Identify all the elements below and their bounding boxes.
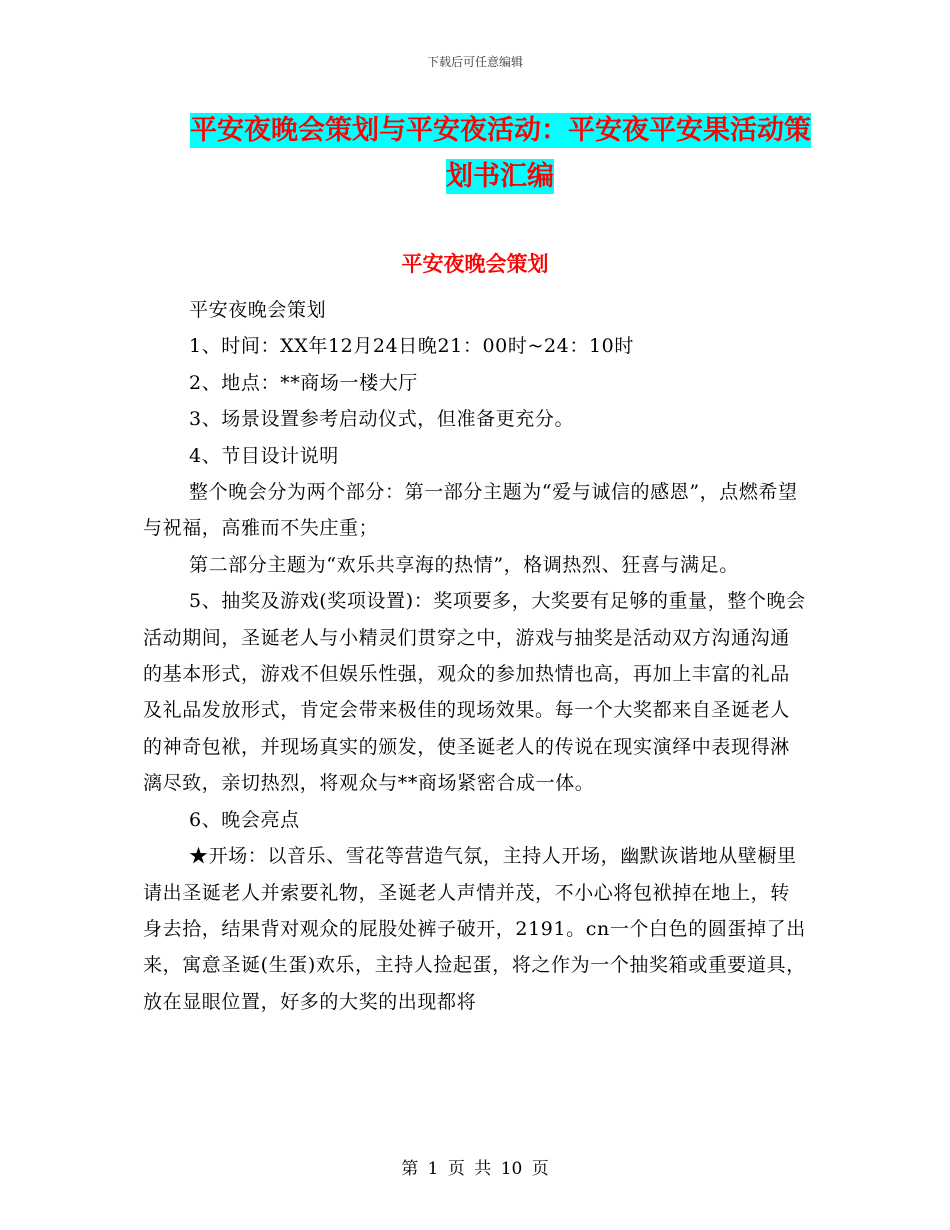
document-body [143, 292, 808, 1020]
paragraph-part-one: 整个晚会分为两个部分：第一部分主题为“爱与诚信的感恩”，点燃希望与祝福，高雅而不失庄重； [143, 481, 798, 540]
document-title [190, 108, 810, 200]
paragraph-time: 1、时间：XX年12月24日晚21：00时~24：10时 [189, 335, 634, 358]
paragraph-highlights: 6、晚会亮点 [189, 808, 300, 831]
document-title-line1: 平安夜晚会策划与平安夜活动：平安夜平安果活动策 [190, 115, 811, 146]
page-header-note: 下载后可任意编辑 [426, 55, 523, 69]
paragraph-heading: 平安夜晚会策划 [189, 299, 327, 321]
section-title: 平安夜晚会策划 [401, 252, 549, 276]
paragraph-scene: 3、场景设置参考启动仪式，但准备更充分。 [189, 408, 575, 431]
paragraph-location: 2、地点：**商场一楼大厅 [189, 371, 418, 394]
paragraph-part-two: 第二部分主题为“欢乐共享海的热情”，格调热烈、狂喜与满足。 [189, 553, 739, 576]
page-footer: 第 1 页 共 10 页 [401, 1159, 549, 1179]
paragraph-lottery: 5、抽奖及游戏(奖项设置)：奖项要多，大奖要有足够的重量，整个晚会活动期间，圣诞老人与小精灵们贯穿之中，游戏与抽奖是活动双方沟通沟通的基本形式，游戏不但娱乐性强，观众的参加热情也高，再加上丰富的礼品及礼品发放形式，肯定会带来极佳的现场效果。每一个大奖都来自圣诞老人的神奇包袱，并现场真实的颁发，使圣诞老人的传说在现实演绎中表现得淋漓尽致，亲切热烈，将观众与**商场紧密合成一体。 [143, 590, 806, 795]
paragraph-program: 4、节目设计说明 [189, 444, 339, 467]
paragraph-opening: ★开场：以音乐、雪花等营造气氛，主持人开场，幽默诙谐地从壁橱里请出圣诞老人并索要礼物，圣诞老人声情并茂，不小心将包袱掉在地上，转身去拾，结果背对观众的屁股处裤子破开，2191。cn一个白色的圆蛋掉了出来，寓意圣诞(生蛋)欢乐，主持人捡起蛋，将之作为一个抽奖箱或重要道具，放在显眼位置，好多的大奖的出现都将 [143, 845, 806, 1013]
document-title-line2: 划书汇编 [446, 161, 554, 192]
